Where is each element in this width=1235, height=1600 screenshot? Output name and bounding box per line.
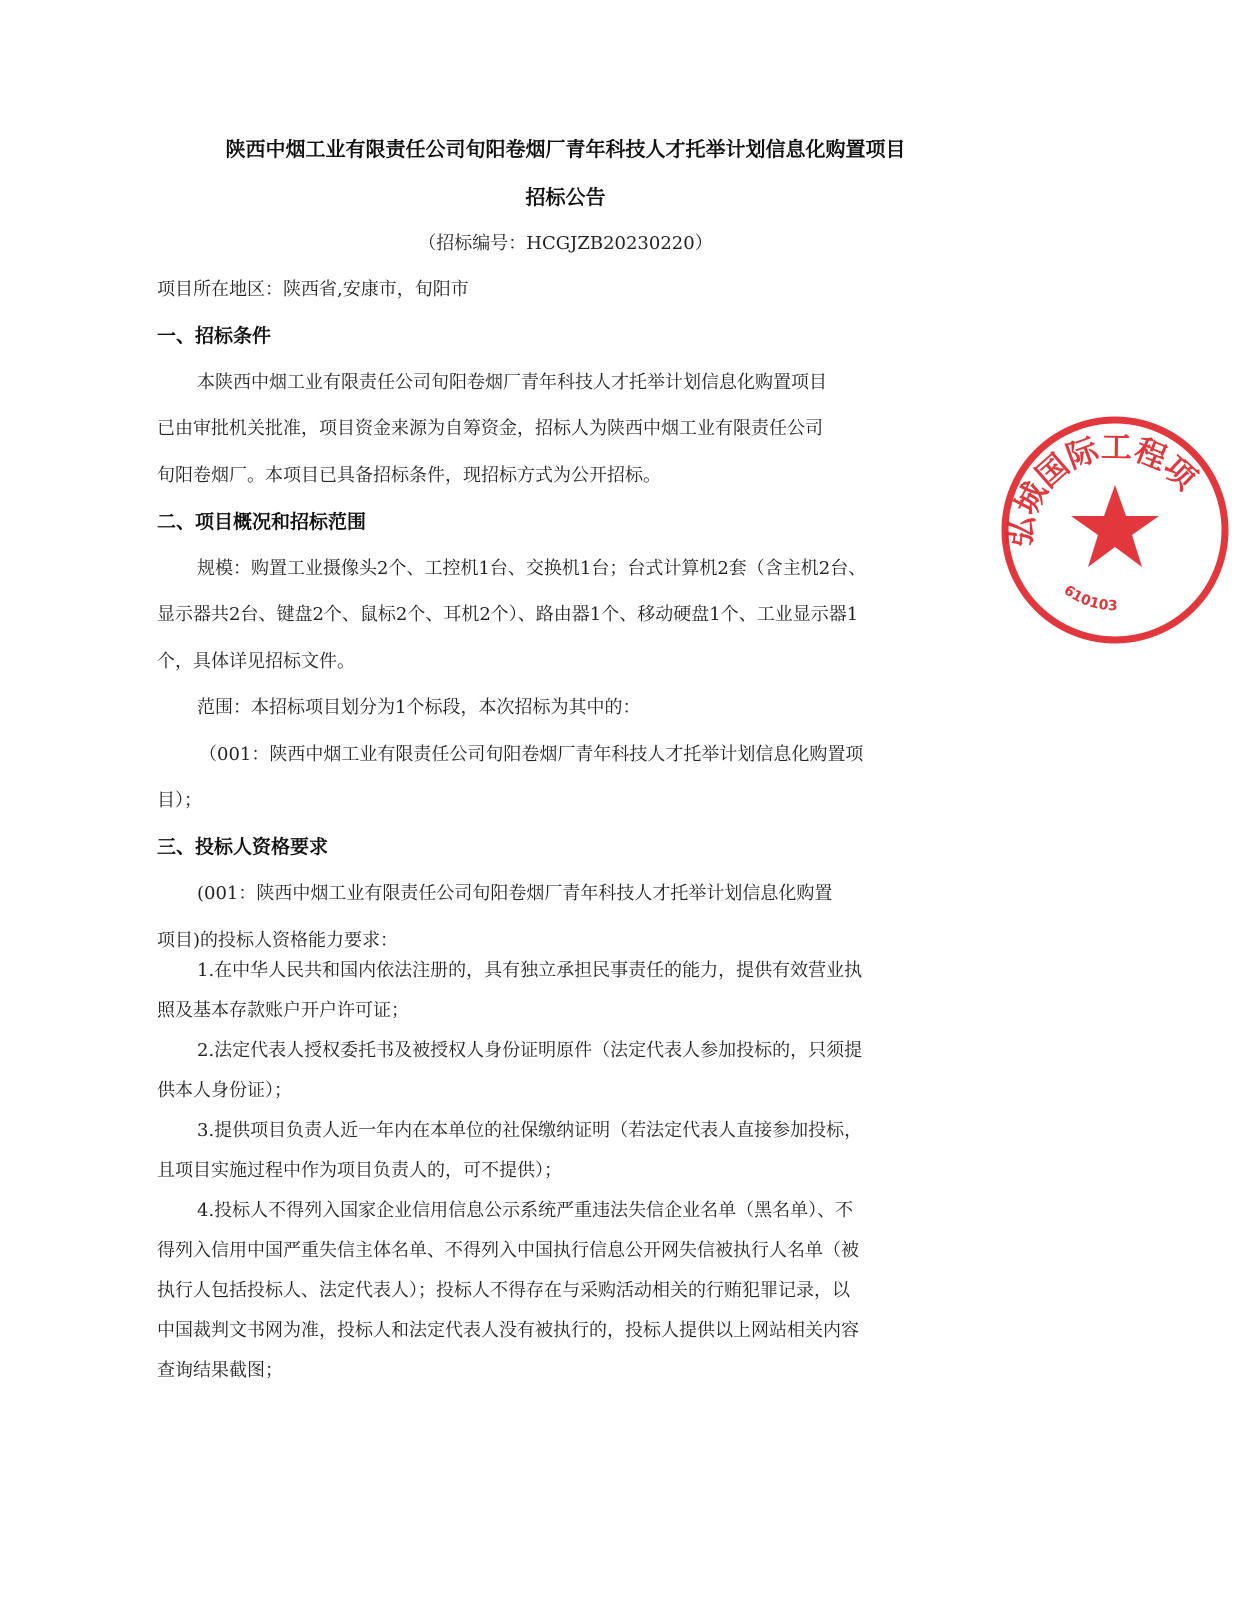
paragraph-line: 4.投标人不得列入国家企业信用信息公示系统严重违法失信企业名单（黑名单）、不 bbox=[197, 1200, 854, 1221]
paragraph-line: 2.法定代表人授权委托书及被授权人身份证明原件（法定代表人参加投标的，只须提 bbox=[197, 1040, 863, 1061]
document-subtitle: 招标公告 bbox=[525, 185, 606, 209]
seal-text: 弘城国际工程项 bbox=[1001, 429, 1204, 549]
paragraph-line: 项目)的投标人资格能力要求： bbox=[157, 930, 399, 951]
star-icon bbox=[1071, 485, 1159, 567]
paragraph-line: 本陕西中烟工业有限责任公司旬阳卷烟厂青年科技人才托举计划信息化购置项目 bbox=[197, 372, 827, 393]
document-title: 陕西中烟工业有限责任公司旬阳卷烟厂青年科技人才托举计划信息化购置项目 bbox=[225, 137, 906, 161]
paragraph-line: (001：陕西中烟工业有限责任公司旬阳卷烟厂青年科技人才托举计划信息化购置 bbox=[197, 883, 833, 904]
paragraph-line: 3.提供项目负责人近一年内在本单位的社保缴纳证明（若法定代表人直接参加投标， bbox=[197, 1120, 863, 1141]
svg-text:610103 bbox=[1061, 582, 1118, 614]
section-heading-project-overview: 二、项目概况和招标范围 bbox=[157, 511, 367, 533]
paragraph-line: 显示器共2台、键盘2个、鼠标2个、耳机2个）、路由器1个、移动硬盘1个、工业显示器1 bbox=[157, 604, 859, 625]
paragraph-line: 且项目实施过程中作为项目负责人的，可不提供）； bbox=[157, 1160, 562, 1181]
section-heading-bidding-conditions: 一、招标条件 bbox=[157, 325, 272, 347]
paragraph-line: 已由审批机关批准，项目资金来源为自筹资金，招标人为陕西中烟工业有限责任公司 bbox=[157, 418, 823, 439]
paragraph-line: 个，具体详见招标文件。 bbox=[157, 651, 355, 672]
section-heading-bidder-qualifications: 三、投标人资格要求 bbox=[157, 836, 329, 858]
paragraph-line: 目）； bbox=[157, 790, 202, 811]
paragraph-line: 旬阳卷烟厂。本项目已具备招标条件，现招标方式为公开招标。 bbox=[157, 465, 661, 486]
paragraph-line: 规模：购置工业摄像头2个、工控机1台、交换机1台；台式计算机2套（含主机2台、 bbox=[197, 558, 867, 579]
paragraph-line: 执行人包括投标人、法定代表人）；投标人不得存在与采购活动相关的行贿犯罪记录，以 bbox=[157, 1280, 850, 1301]
paragraph-line: 中国裁判文书网为准，投标人和法定代表人没有被执行的，投标人提供以上网站相关内容 bbox=[157, 1320, 859, 1341]
paragraph-line: （001：陕西中烟工业有限责任公司旬阳卷烟厂青年科技人才托举计划信息化购置项 bbox=[199, 744, 864, 765]
paragraph-line: 1.在中华人民共和国内依法注册的，具有独立承担民事责任的能力，提供有效营业执 bbox=[197, 960, 863, 981]
paragraph-line: 供本人身份证）； bbox=[157, 1080, 292, 1101]
paragraph-line: 得列入信用中国严重失信主体名单、不得列入中国执行信息公开网失信被执行人名单（被 bbox=[157, 1240, 859, 1261]
paragraph-line: 范围：本招标项目划分为1个标段，本次招标为其中的： bbox=[197, 697, 641, 718]
project-region: 项目所在地区：陕西省,安康市，旬阳市 bbox=[157, 279, 469, 300]
paragraph-line: 查询结果截图； bbox=[157, 1360, 283, 1381]
paragraph-line: 照及基本存款账户开户许可证； bbox=[157, 1000, 409, 1021]
bid-code: （招标编号：HCGJZB20230220） bbox=[418, 233, 713, 254]
company-seal bbox=[995, 410, 1235, 650]
seal-number: 610103 bbox=[1060, 582, 1118, 615]
